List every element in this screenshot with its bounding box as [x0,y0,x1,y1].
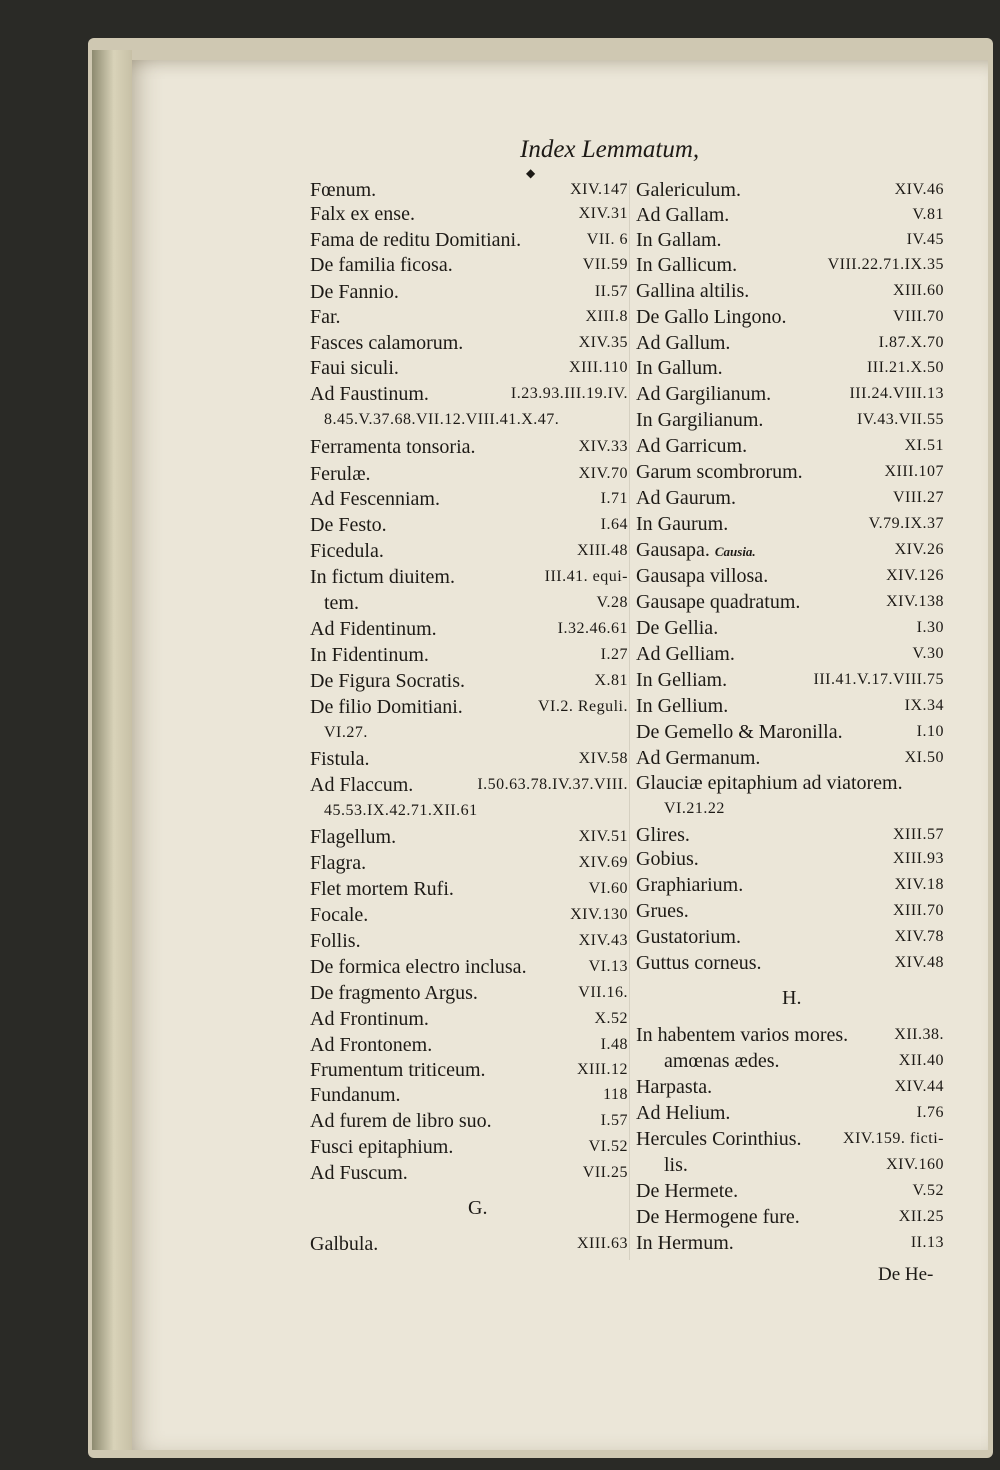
entry-term: Ad Gelliam. [636,643,735,665]
entry-term: Graphiarium. [636,874,744,896]
entry-reference: VI.60 [588,880,628,897]
entry-reference: XIII.60 [892,282,944,299]
entry-reference: XIII.70 [892,902,944,919]
left-index-entry [310,330,628,356]
right-index-entry [664,1048,944,1074]
entry-term: De Gallo Lingono. [636,306,787,328]
entry-reference: XI.51 [904,437,944,454]
entry-reference: XIV.26 [894,541,944,558]
entry-term: Ad Germanum. [636,747,761,769]
entry-reference: XIV.69 [578,854,628,871]
entry-term: De Fannio. [310,281,399,303]
entry-reference: XIV.138 [886,593,944,610]
left-index-entry [310,461,628,487]
right-index-entry [636,1022,944,1048]
entry-reference: XIV.31 [578,205,628,222]
right-index-entry [636,407,944,433]
entry-term: Ad Gallam. [636,204,730,226]
entry-reference: XIV.78 [894,928,944,945]
left-index-entry [310,1160,628,1186]
entry-term: Ad Gaurum. [636,487,736,509]
entry-reference: VII. 6 [586,231,628,248]
entry-reference: XI.50 [904,749,944,766]
right-index-entry [636,330,944,356]
left-index-entry [310,1082,628,1108]
entry-term: Fistula. [310,748,370,770]
entry-reference: XII.25 [898,1208,944,1225]
entry-term: De Gellia. [636,617,719,639]
entry-term: 8.45.V.37.68.VII.12.VIII.41.X.47. [324,411,560,428]
left-index-entry [324,798,628,824]
entry-reference: XIV.159. ficti- [843,1130,944,1147]
section-letter-g: G. [468,1197,488,1219]
right-index-entry [664,1152,944,1178]
entry-reference: XIV.43 [578,932,628,949]
entry-reference: I.71 [600,490,628,507]
entry-term: Ad Helium. [636,1102,731,1124]
left-index-entry [310,642,628,668]
entry-term: Harpasta. [636,1076,713,1098]
entry-reference: X.81 [594,672,628,689]
entry-reference: XIV.58 [578,750,628,767]
entry-term: In Gelliam. [636,669,728,691]
left-index-entry [310,1032,628,1058]
left-index-entry [324,407,628,433]
entry-reference: V.28 [596,594,628,611]
left-index-entry [310,928,628,954]
entry-term: Falx ex ense. [310,203,415,225]
entry-reference: VII.16. [578,984,628,1001]
left-index-entry [310,177,628,203]
entry-reference: XIII.110 [569,359,628,376]
entry-reference: I.27 [600,646,628,663]
entry-term: Far. [310,306,341,328]
right-index-entry [636,304,944,330]
column-divider [629,180,630,1260]
entry-reference: VIII.70 [892,308,944,325]
entry-reference: IV.43.VII.55 [856,411,944,428]
entry-term: Galbula. [310,1233,379,1255]
entry-term: In Gallum. [636,357,723,379]
entry-term: Ad Faustinum. [310,383,429,405]
section-letter-h: H. [782,987,802,1009]
entry-reference: XIV.51 [578,828,628,845]
entry-term: Fœnum. [310,179,377,201]
right-index-entry [636,950,944,976]
left-index-entry [310,227,628,253]
entry-term: De Gemello & Maronilla. [636,721,843,743]
left-index-entry [310,694,628,720]
entry-reference: I.10 [916,723,944,740]
entry-reference: XII.40 [898,1052,944,1069]
entry-term: Ficedula. [310,540,384,562]
entry-term: De Figura Socratis. [310,670,465,692]
entry-term: Ad Frontonem. [310,1034,433,1056]
entry-term: Glires. [636,824,690,846]
left-index-entry [310,1231,628,1257]
entry-term: Gausapa villosa. [636,565,769,587]
entry-term: Ad Gallum. [636,332,731,354]
entry-term: tem. [324,592,359,614]
entry-reference: V.52 [912,1182,944,1199]
entry-term: 45.53.IX.42.71.XII.61 [324,802,478,819]
right-index-entry [636,770,944,796]
right-index-entry [636,745,944,771]
entry-term: Galericulum. [636,179,741,201]
entry-term: Ferulæ. [310,463,371,485]
right-index-entry [636,1126,944,1152]
flourish-ornament-icon: ◆ [526,166,536,180]
entry-term: De Festo. [310,514,387,536]
entry-term: Frumentum triticeum. [310,1059,486,1081]
entry-reference: XIV.70 [578,465,628,482]
right-index-entry [636,202,944,228]
right-index-entry [636,177,944,203]
entry-reference: II.13 [910,1234,944,1251]
entry-term: In habentem varios mores. [636,1024,849,1046]
entry-reference: II.57 [594,283,628,300]
page-gutter [92,50,132,1450]
entry-reference: VI.2. Reguli. [537,698,628,715]
right-index-entry [636,667,944,693]
left-index-entry [310,304,628,330]
left-index-entry [310,434,628,460]
entry-term: In Hermum. [636,1232,734,1254]
entry-reference: I.50.63.78.IV.37.VIII. [477,776,628,793]
entry-term: De formica electro inclusa. [310,956,527,978]
entry-term: Guttus corneus. [636,952,762,974]
right-index-entry [636,381,944,407]
entry-reference: XIII.93 [892,850,944,867]
entry-reference: XIII.107 [884,463,944,480]
entry-reference: IV.45 [906,231,944,248]
entry-term: Ferramenta tonsoria. [310,436,476,458]
left-index-entry [324,720,628,746]
left-index-entry [310,355,628,381]
left-index-entry [310,1057,628,1083]
entry-term: lis. [664,1154,688,1176]
right-index-entry [636,459,944,485]
entry-reference: XIV.126 [886,567,944,584]
entry-term: Follis. [310,930,361,952]
entry-note: Causia. [714,544,756,559]
entry-reference: XIV.147 [570,181,628,198]
entry-term: De Hermogene fure. [636,1206,800,1228]
entry-term: Focale. [310,904,369,926]
entry-reference: III.21.X.50 [866,359,944,376]
entry-term: Fusci epitaphium. [310,1136,454,1158]
entry-reference: XIII.8 [585,308,628,325]
right-index-entry [636,537,944,563]
entry-reference: XIV.160 [886,1156,944,1173]
right-index-entry [636,485,944,511]
left-index-entry [310,279,628,305]
entry-term: In Gallicum. [636,254,738,276]
entry-term: Flet mortem Rufi. [310,878,454,900]
entry-term: In Fidentinum. [310,644,429,666]
entry-reference: XIII.48 [576,542,628,559]
entry-reference: III.24.VIII.13 [849,385,944,402]
left-index-entry [310,564,628,590]
entry-term: amœnas ædes. [664,1050,780,1072]
entry-reference: IX.34 [904,697,944,714]
left-index-entry [310,252,628,278]
right-index-entry [636,589,944,615]
entry-term: Garum scombrorum. [636,461,803,483]
entry-reference: XIV.44 [894,1078,944,1095]
left-index-entry [310,668,628,694]
entry-reference: XIV.46 [894,181,944,198]
left-index-entry [310,954,628,980]
entry-term: Fasces calamorum. [310,332,464,354]
entry-term: Ad furem de libro suo. [310,1110,492,1132]
right-index-entry [636,872,944,898]
entry-term: Glauciæ epitaphium ad viatorem. [636,772,903,794]
right-index-entry [636,898,944,924]
entry-term: In Gellium. [636,695,729,717]
entry-reference: VIII.22.71.IX.35 [827,256,944,273]
left-index-entry [310,538,628,564]
entry-term: Gustatorium. [636,926,741,948]
entry-reference: XIV.18 [894,876,944,893]
entry-reference: V.30 [912,645,944,662]
right-index-entry [636,1204,944,1230]
entry-reference: 118 [603,1086,628,1103]
entry-reference: X.52 [594,1010,628,1027]
entry-term: Ad Gargilianum. [636,383,772,405]
entry-term: De Hermete. [636,1180,739,1202]
left-index-entry [310,486,628,512]
entry-term: Fundanum. [310,1084,401,1106]
entry-reference: V.79.IX.37 [868,515,944,532]
entry-term: De fragmento Argus. [310,982,478,1004]
left-index-entry [310,1108,628,1134]
entry-term: De filio Domitiani. [310,696,463,718]
right-index-entry [636,1178,944,1204]
entry-term: Ad Frontinum. [310,1008,429,1030]
right-index-entry [636,693,944,719]
right-index-entry [636,278,944,304]
catchword: De He- [878,1264,934,1285]
entry-reference: XII.38. [894,1026,944,1043]
right-index-entry [636,355,944,381]
entry-reference: V.81 [912,206,944,223]
entry-reference: XIV.35 [578,334,628,351]
entry-term: Ad Fescenniam. [310,488,440,510]
left-index-entry [310,512,628,538]
entry-term: Grues. [636,900,689,922]
entry-term: Gausapa. Causia. [636,539,756,561]
entry-term: Faui siculi. [310,357,399,379]
entry-reference: VI.52 [588,1138,628,1155]
entry-reference: I.23.93.III.19.IV. [510,385,628,402]
entry-term: Gallina altilis. [636,280,750,302]
entry-reference: VIII.27 [892,489,944,506]
entry-term: Flagra. [310,852,367,874]
entry-reference: XIV.33 [578,438,628,455]
right-index-entry [636,719,944,745]
entry-reference: VII.25 [582,1164,628,1181]
right-index-entry [636,846,944,872]
entry-term: Ad Fuscum. [310,1162,408,1184]
entry-reference: VII.59 [582,256,628,273]
left-index-entry [310,824,628,850]
right-index-entry [636,1100,944,1126]
entry-term: De familia ficosa. [310,254,453,276]
entry-term: In Gallam. [636,229,722,251]
left-index-entry [310,902,628,928]
entry-term: VI.21.22 [664,800,725,817]
right-index-entry [664,796,944,822]
entry-reference: VI.13 [588,958,628,975]
entry-reference: I.76 [916,1104,944,1121]
entry-reference: I.48 [600,1036,628,1053]
entry-term: Ad Fidentinum. [310,618,437,640]
left-index-entry [310,876,628,902]
entry-reference: XIII.57 [892,826,944,843]
entry-term: VI.27. [324,724,368,741]
entry-reference: XIV.48 [894,954,944,971]
entry-term: In fictum diuitem. [310,566,455,588]
left-index-entry [310,201,628,227]
right-index-entry [636,1074,944,1100]
entry-reference: XIII.12 [576,1061,628,1078]
left-index-entry [310,980,628,1006]
entry-term: Gausape quadratum. [636,591,801,613]
left-index-entry [310,1006,628,1032]
running-head: Index Lemmatum, [520,136,700,163]
right-index-entry [636,1230,944,1256]
left-index-entry [310,746,628,772]
entry-reference: I.32.46.61 [557,620,628,637]
entry-reference: XIV.130 [570,906,628,923]
right-index-entry [636,641,944,667]
left-index-entry [310,381,628,407]
entry-reference: III.41.V.17.VIII.75 [813,671,944,688]
entry-term: In Gargilianum. [636,409,764,431]
right-index-entry [636,924,944,950]
entry-reference: I.87.X.70 [878,334,944,351]
left-index-entry [324,590,628,616]
entry-reference: I.30 [916,619,944,636]
right-index-entry [636,511,944,537]
entry-term: Flagellum. [310,826,397,848]
right-index-entry [636,252,944,278]
entry-term: In Gaurum. [636,513,729,535]
right-index-entry [636,822,944,848]
entry-reference: I.64 [600,516,628,533]
entry-reference: III.41. equi- [544,568,628,585]
left-index-entry [310,772,628,798]
left-index-entry [310,1134,628,1160]
entry-reference: XIII.63 [576,1235,628,1252]
entry-term: Ad Flaccum. [310,774,414,796]
entry-reference: I.57 [600,1112,628,1129]
right-index-entry [636,615,944,641]
right-index-entry [636,563,944,589]
entry-term: Hercules Corinthius. [636,1128,802,1150]
left-index-entry [310,850,628,876]
entry-term: Ad Garricum. [636,435,748,457]
entry-term: Gobius. [636,848,699,870]
entry-term: Fama de reditu Domitiani. [310,229,522,251]
right-index-entry [636,227,944,253]
left-index-entry [310,616,628,642]
right-index-entry [636,433,944,459]
